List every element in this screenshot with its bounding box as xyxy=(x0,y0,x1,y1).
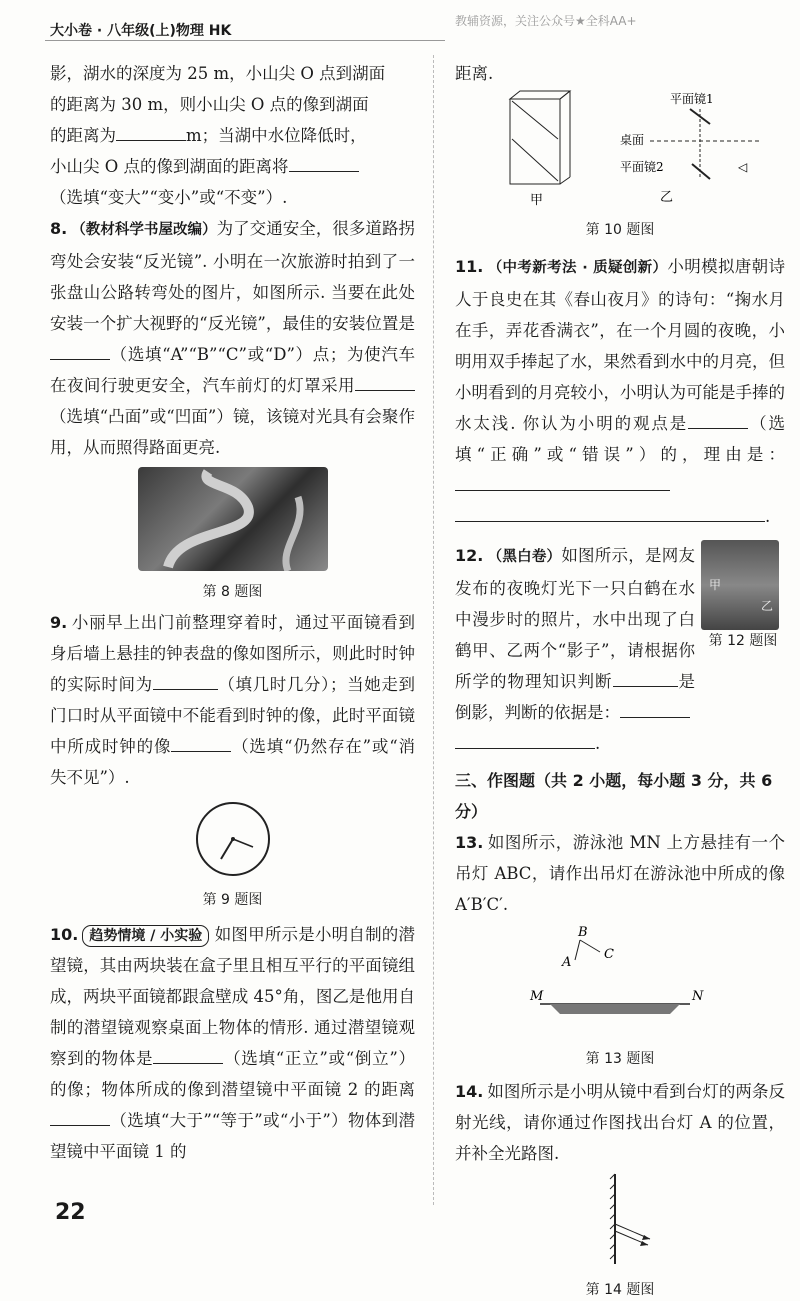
answer-blank[interactable] xyxy=(355,372,415,391)
mountain-road-photo xyxy=(138,467,328,571)
trend-badge: 趋势情境 / 小实验 xyxy=(82,925,209,947)
figure-caption: 第 14 题图 xyxy=(585,1282,655,1298)
q10-tail: 距离. xyxy=(455,64,494,83)
figure-caption: 第 9 题图 xyxy=(202,892,263,908)
question-tag: （黑白卷） xyxy=(487,549,562,565)
answer-blank[interactable] xyxy=(613,668,678,687)
question-12 xyxy=(455,540,785,759)
mirror-rays-diagram xyxy=(520,1169,720,1269)
figure-13 xyxy=(455,920,785,1070)
question-number: 13. xyxy=(455,833,484,852)
crane-photo: 甲 乙 xyxy=(701,540,779,630)
page-number: 22 xyxy=(55,1200,86,1225)
question-14: 14. 如图所示是小明从镜中看到台灯的两条反射光线，请你通过作图找出台灯 A 的位置，并补全光路图. xyxy=(455,1082,785,1163)
figure-8 xyxy=(50,467,415,603)
label-mirror2: 平面镜2 xyxy=(620,160,664,174)
answer-blank[interactable] xyxy=(153,671,218,690)
right-column xyxy=(455,58,785,1301)
question-number: 11. xyxy=(455,257,484,276)
question-number: 10. xyxy=(50,925,79,944)
question-tag: （教材科学书屋改编） xyxy=(71,222,217,238)
svg-text:M: M xyxy=(530,989,544,1004)
pool-lamp-diagram xyxy=(520,920,720,1030)
svg-text:N: N xyxy=(692,989,704,1004)
question-number: 8. xyxy=(50,219,68,238)
label-jia: 甲 xyxy=(530,193,544,208)
question-number: 14. xyxy=(455,1082,484,1101)
clock-face-icon xyxy=(193,799,273,879)
question-number: 9. xyxy=(50,613,68,632)
answer-blank[interactable] xyxy=(455,472,670,491)
question-9: 9. 小丽早上出门前整理穿着时，通过平面镜看到身后墙上悬挂的钟表盘的像如图所示，则此时时钟的实际时间为 （填几时几分）；当她走到门口时从平面镜中不能看到时钟的像，此时平面镜中所成时钟的像 （选填“仍然存在”或“消失不见”）. xyxy=(50,613,415,787)
figure-caption: 第 13 题图 xyxy=(585,1051,655,1067)
question-11: 11. （中考新考法 · 质疑创新）小明模拟唐朝诗人于良史在其《春山夜月》的诗句：“掬水月在手，弄花香满衣”，在一个月圆的夜晚，小明用双手捧起了水，果然看到水中的月亮，但小明看到的月亮较小，小明认为可能是手捧的水太浅. 你认为小明的观点是 （选填“正确”或“错误”）的，理由是： . xyxy=(455,257,786,526)
question-12-text: 12. （黑白卷）如图所示，是网友发布的夜晚灯光下一只白鹤在水中漫步时的照片，水中出现了白鹤甲、乙两个“影子”，请根据你所学的物理知识判断 是倒影，判断的依据是： . xyxy=(455,546,696,753)
answer-blank[interactable] xyxy=(171,733,231,752)
figure-10 xyxy=(455,89,785,241)
question-8: 8. （教材科学书屋改编）为了交通安全，很多道路拐弯处会安装“反光镜”. 小明在一次旅游时拍到了一张盘山公路转弯处的图片，如图所示. 当要在此处安装一个扩大视野的“反光镜”，最佳的安装位置是（选填“A”“B”“C”或“D”）点；为使汽车在夜间行驶更安全，汽车前灯的灯罩采用（选填“凸面”或“凹面”）镜，该镜对光具有会聚作用，从而照得路面更亮. xyxy=(50,219,416,457)
svg-text:B: B xyxy=(578,925,588,940)
label-desk: 桌面 xyxy=(620,133,645,147)
question-10: 10. 趋势情境 / 小实验 如图甲所示是小明自制的潜望镜，其由两块装在盒子里且相互平行的平面镜组成，两块平面镜都跟盒壁成 45°角，图乙是他用自制的潜望镜观察桌面上物体的情形. 通过潜望镜观察到的物体是 （选填“正立”或“倒立”）的像；物体所成的像到潜望镜中平面镜 2 的距离（选填“大于”“等于”或“小于”）物体到潜望镜中平面镜 1 的 xyxy=(50,925,416,1161)
figure-caption: 第 10 题图 xyxy=(585,222,655,238)
answer-blank[interactable] xyxy=(153,1045,223,1064)
header-rule xyxy=(45,40,445,41)
section-heading: 三、作图题（共 2 小题，每小题 3 分，共 6 分） xyxy=(455,771,773,821)
figure-14 xyxy=(455,1169,785,1301)
question-13: 13. 如图所示，游泳池 MN 上方悬挂有一个吊灯 ABC，请作出吊灯在游泳池中所成的像 A′B′C′. xyxy=(455,833,785,914)
answer-blank[interactable] xyxy=(116,122,186,141)
figure-caption: 第 12 题图 xyxy=(708,633,778,649)
svg-text:A: A xyxy=(562,955,572,970)
question-number: 12. xyxy=(455,546,484,565)
answer-blank[interactable] xyxy=(50,341,110,360)
road-curve-icon xyxy=(138,467,328,571)
label-mirror1: 平面镜1 xyxy=(670,92,714,106)
answer-blank[interactable] xyxy=(688,410,748,429)
column-divider xyxy=(433,55,434,1205)
q7-tail: 影，湖水的深度为 25 m，小山尖 O 点到湖面 的距离为 30 m，则小山尖 O 点的像到湖面 的距离为 m；当湖中水位降低时， 小山尖 O 点的像到湖面的距离将 （选填“变大”“变小”或“不变”）. xyxy=(50,64,386,207)
left-column xyxy=(50,58,415,1167)
answer-blank[interactable] xyxy=(455,503,765,522)
figure-12 xyxy=(701,540,785,759)
eye-icon: ◁ xyxy=(738,160,748,174)
answer-blank[interactable] xyxy=(50,1107,110,1126)
answer-blank[interactable] xyxy=(620,699,690,718)
svg-text:C: C xyxy=(604,947,614,962)
figure-caption: 第 8 题图 xyxy=(202,584,263,600)
figure-9 xyxy=(50,799,415,911)
watermark: 教辅资源，关注公众号★全科AA+ xyxy=(455,14,637,28)
periscope-diagram xyxy=(470,89,770,209)
book-title: 大小卷 · 八年级(上)物理 HK xyxy=(50,23,232,39)
label-yi: 乙 xyxy=(660,190,674,205)
answer-blank[interactable] xyxy=(455,730,595,749)
answer-blank[interactable] xyxy=(289,153,359,172)
question-tag: （中考新考法 · 质疑创新） xyxy=(487,260,668,276)
